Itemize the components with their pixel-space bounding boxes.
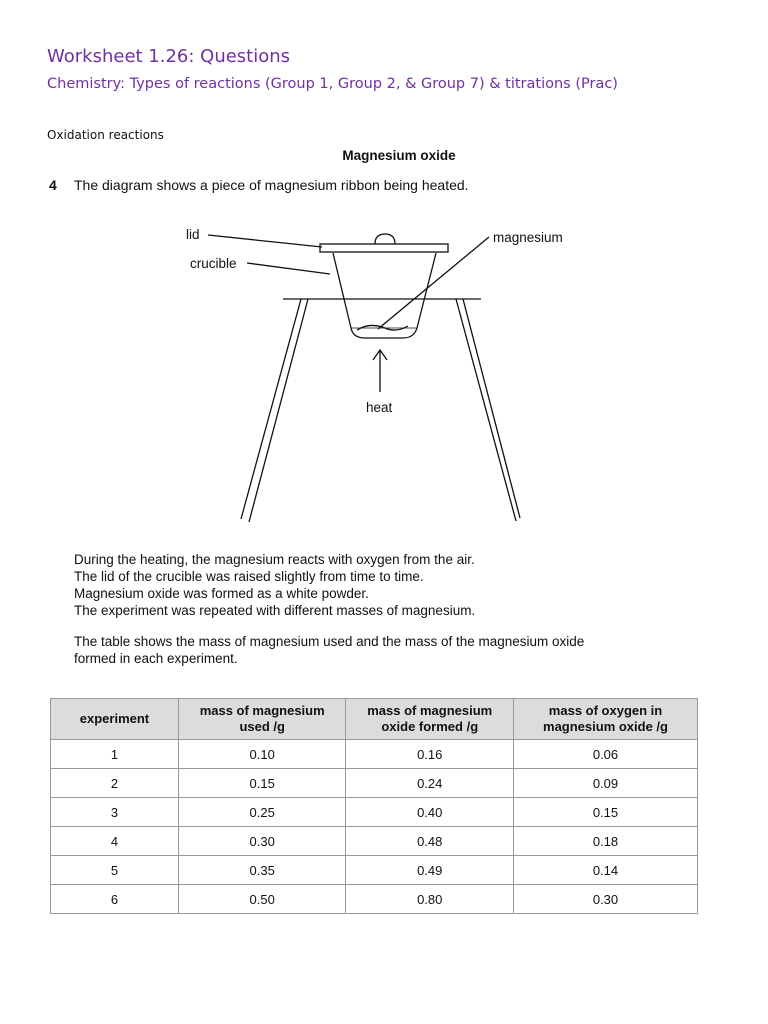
header-experiment: experiment <box>51 699 179 740</box>
lid-label: lid <box>186 227 200 242</box>
table-cell: 0.80 <box>346 885 514 914</box>
table-cell: 0.15 <box>178 769 346 798</box>
paragraph-heating <box>74 551 475 619</box>
header-mass-magnesium: mass of magnesium used /g <box>178 699 346 740</box>
table-cell: 0.25 <box>178 798 346 827</box>
paragraph-line: The table shows the mass of magnesium used and the mass of the magnesium oxide <box>74 634 585 649</box>
table-cell: 0.18 <box>514 827 698 856</box>
tripod-leg-right-inner <box>463 299 520 518</box>
table-cell: 3 <box>51 798 179 827</box>
worksheet-subtitle: Chemistry: Types of reactions (Group 1, Group 2, & Group 7) & titrations (Prac) <box>47 76 618 92</box>
table-cell: 0.40 <box>346 798 514 827</box>
table-row <box>51 740 698 769</box>
header-mass-oxygen: mass of oxygen in magnesium oxide /g <box>514 699 698 740</box>
table-cell: 0.15 <box>514 798 698 827</box>
table-cell: 0.49 <box>346 856 514 885</box>
table-cell: 0.06 <box>514 740 698 769</box>
table-cell: 0.50 <box>178 885 346 914</box>
question-intro: The diagram shows a piece of magnesium ribbon being heated. <box>74 177 469 193</box>
lid-leader-line <box>208 235 322 247</box>
table-cell: 0.35 <box>178 856 346 885</box>
table-cell: 1 <box>51 740 179 769</box>
section-label: Oxidation reactions <box>47 128 164 142</box>
paragraph-line: The experiment was repeated with different masses of magnesium. <box>74 603 476 618</box>
magnesium-label: magnesium <box>493 230 563 245</box>
table-cell: 5 <box>51 856 179 885</box>
table-cell: 0.30 <box>178 827 346 856</box>
tripod-leg-right <box>456 299 516 521</box>
crucible-label: crucible <box>190 256 237 271</box>
heat-label: heat <box>366 400 393 415</box>
table-cell: 0.09 <box>514 769 698 798</box>
table-row <box>51 856 698 885</box>
header-mass-magnesium-oxide: mass of magnesium oxide formed /g <box>346 699 514 740</box>
table-cell: 0.30 <box>514 885 698 914</box>
lid <box>320 244 448 252</box>
table-cell: 0.10 <box>178 740 346 769</box>
paragraph-line: formed in each experiment. <box>74 651 238 666</box>
table-cell: 2 <box>51 769 179 798</box>
table-cell: 6 <box>51 885 179 914</box>
lid-knob <box>375 234 395 244</box>
question-number: 4 <box>49 177 57 193</box>
tripod-leg-left-inner <box>249 299 308 522</box>
paragraph-line: The lid of the crucible was raised slightly from time to time. <box>74 569 424 584</box>
paragraph-line: During the heating, the magnesium reacts with oxygen from the air. <box>74 552 475 567</box>
table-cell: 0.14 <box>514 856 698 885</box>
crucible-leader-line <box>247 263 330 274</box>
results-table <box>50 698 698 914</box>
crucible-diagram <box>0 200 768 530</box>
magnesium-leader-line <box>378 237 489 329</box>
table-row <box>51 769 698 798</box>
table-cell: 0.48 <box>346 827 514 856</box>
table-row <box>51 827 698 856</box>
table-cell: 4 <box>51 827 179 856</box>
table-cell: 0.16 <box>346 740 514 769</box>
paragraph-table-intro <box>74 633 584 667</box>
table-row <box>51 798 698 827</box>
crucible <box>333 253 436 338</box>
worksheet-title: Worksheet 1.26: Questions <box>47 46 291 67</box>
paragraph-line: Magnesium oxide was formed as a white powder. <box>74 586 369 601</box>
tripod-leg-left <box>241 299 301 519</box>
question-heading: Magnesium oxide <box>342 148 456 163</box>
table-row <box>51 885 698 914</box>
table-cell: 0.24 <box>346 769 514 798</box>
table-header-row <box>51 699 698 740</box>
